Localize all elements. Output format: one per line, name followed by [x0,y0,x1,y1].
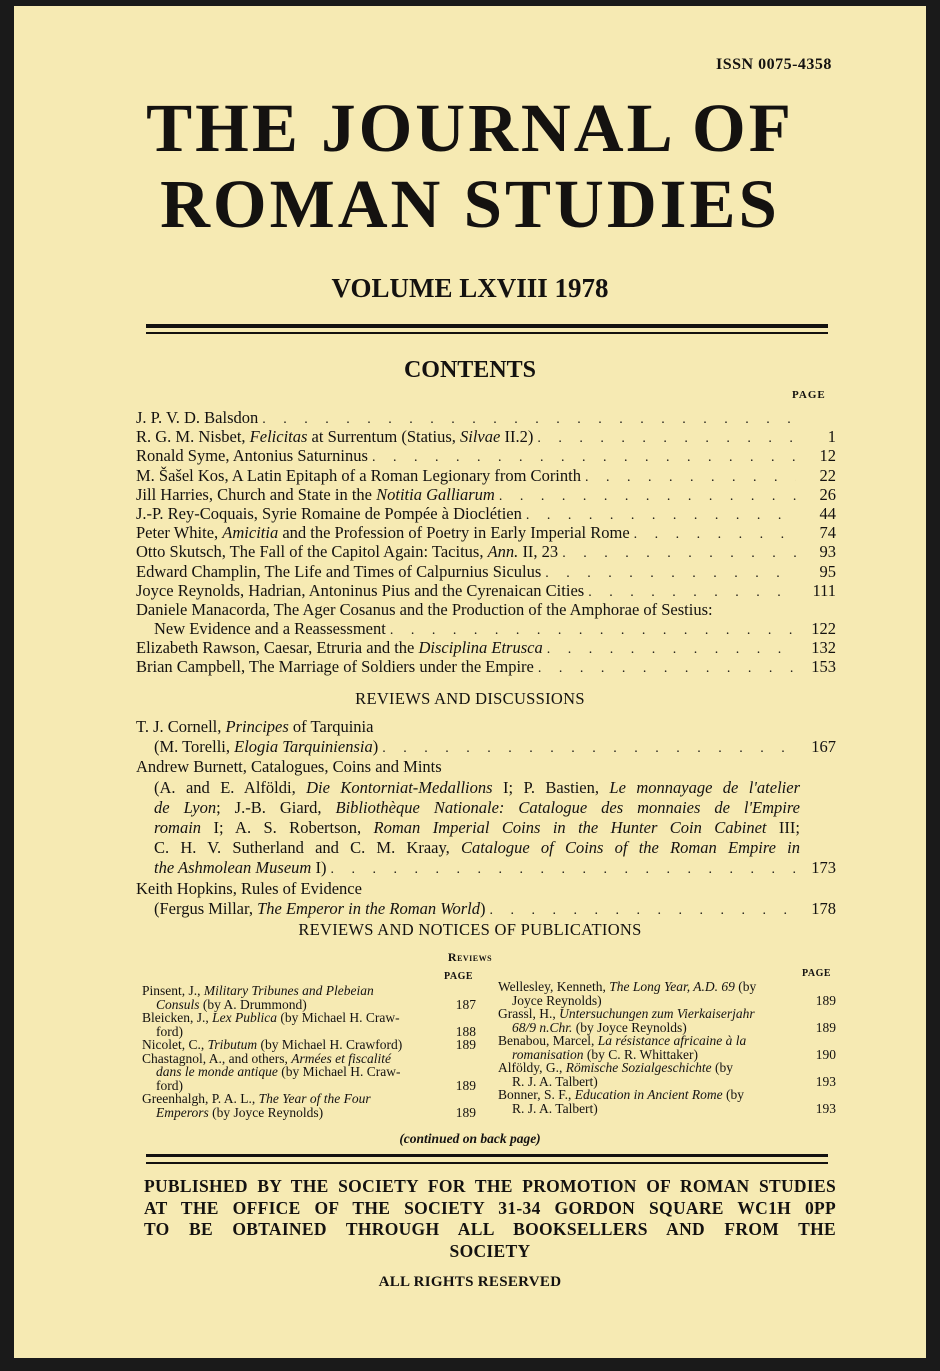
leader-dots [538,661,796,677]
leader-dots [489,903,796,919]
right-page-header: PAGE [802,968,832,979]
page-number: 189 [815,1019,836,1035]
text-segment: Nicolet, C., [142,1037,208,1052]
review-line [142,1106,476,1120]
text-segment: Grassl, H., [498,1006,560,1021]
leader-dots [545,566,796,582]
entry-title [136,427,533,447]
title-italic: Amicitia [222,523,279,543]
review-line [142,1079,476,1093]
text-segment: (by Michael H. Craw- [277,1064,401,1079]
text-segment: Alföldy, G., [498,1060,566,1075]
title-italic: Catalogue of Coins of the Roman Empire in [460,838,801,858]
text-segment: (by A. Drummond) [199,996,307,1012]
text-segment: ford) [156,1077,183,1093]
review-entry [498,1034,836,1061]
title-italic: Notitia Galliarum [376,484,495,504]
review-line [142,1065,476,1079]
reviews-discussions-heading: REVIEWS AND DISCUSSIONS [355,689,585,708]
page-number: 167 [811,737,836,757]
title-italic: Römische Sozialgeschichte [565,1060,712,1075]
review-line [498,1102,836,1116]
review-entry [498,1007,836,1034]
page-number: 26 [819,484,836,504]
publisher-statement [144,1176,836,1262]
discussion-citation-block [136,778,800,859]
entry-title [136,485,495,505]
text-segment: (by [734,979,757,994]
title-italic: Lex Publica [212,1010,277,1025]
rights-statement: ALL RIGHTS RESERVED [378,1274,562,1290]
title-italic: The Long Year, A.D. 69 [609,979,735,994]
review-line [498,1034,836,1048]
text-segment: Joyce Reynolds, Hadrian, Antoninus Pius and the Cyrenaican Cities [136,580,585,600]
continued-note: (continued on back page) [399,1131,541,1146]
text-segment: Jill Harries, Church and State in the [136,484,377,504]
entry-title [136,879,362,899]
title-italic: Elogia Tarquiniensia [234,737,373,757]
citation-line [154,798,800,818]
entry-title [136,638,543,658]
leader-dots [372,450,796,466]
text-segment: II.2) [500,427,534,447]
title-italic: Consuls [156,996,200,1012]
text-segment: (M. Torelli, [154,737,235,757]
text-segment: Edward Champlin, The Life and Times of Calpurnius Siculus [136,561,542,581]
discussions-list [136,717,836,919]
page-number: 173 [811,858,836,878]
publisher-line: PUBLISHED BY THE SOCIETY FOR THE PROMOTION OF ROMAN STUDIES [144,1176,836,1196]
review-entry [142,1052,476,1093]
text-segment: New Evidence and a Reassessment [154,619,386,639]
review-line [498,1021,836,1035]
review-line [498,1007,836,1021]
leader-dots [588,585,796,601]
text-segment: (Fergus Millar, [154,898,258,918]
text-segment: (by Michael H. Craw- [276,1010,400,1025]
text-segment: Benabou, Marcel, [498,1033,598,1048]
entry-title [136,899,485,919]
page-number: 189 [455,1037,476,1052]
text-segment: C. H. V. Sutherland and C. M. Kraay, [154,838,461,858]
review-line [498,1075,836,1089]
discussion-entry [136,899,836,919]
text-segment: II, 23 [518,542,559,562]
page-number: 1 [827,427,836,447]
text-segment: R. G. M. Nisbet, [136,427,250,447]
reviews-subheading: Reviews [447,950,493,964]
title-italic: Felicitas [249,427,308,447]
entry-title [136,619,386,639]
text-segment: at Surrentum (Statius, [307,427,461,447]
text-segment: Greenhalgh, P. A. L., [142,1091,259,1106]
text-segment: (by [711,1060,733,1075]
page-number: 189 [455,1077,476,1093]
discussion-entry [136,717,836,737]
page-number: 187 [455,996,476,1012]
page-number: 189 [815,992,836,1008]
text-segment: Elizabeth Rawson, Caesar, Etruria and the [136,638,419,658]
entry-title [136,562,541,582]
page-number: 193 [815,1073,836,1089]
title-italic: Tributum [207,1037,258,1052]
entry-title [136,523,630,543]
top-rule-thick [146,324,828,328]
title-italic: Roman Imperial Coins in the Hunter Coin Cabinet [373,817,767,837]
review-entry [142,1011,476,1038]
page-number: 95 [819,561,836,581]
page-number: 74 [819,523,836,543]
entry-title [136,542,558,562]
title-italic: de Lyon [154,797,217,817]
page-number: 189 [455,1104,476,1120]
issn-number: ISSN 0075-4358 [716,56,832,73]
review-entry [498,1061,836,1088]
discussion-entry [136,879,836,899]
review-line [142,1092,476,1106]
text-segment: Chastagnol, A., and others, [142,1050,292,1066]
review-line [142,1052,476,1066]
citation-line [154,818,800,838]
leader-dots [547,642,796,658]
text-segment: J. P. V. D. Balsdon [136,408,259,427]
text-segment: Ronald Syme, Antonius Saturninus [136,446,368,466]
review-line [142,1011,476,1025]
article-entry [136,446,836,465]
page-number: 12 [819,446,836,466]
review-line [142,998,476,1012]
entry-title [136,408,258,428]
leader-dots [382,741,796,757]
entry-title [136,737,378,757]
page-number: 153 [811,657,836,677]
text-segment: Andrew Burnett, Catalogues, Coins and Mints [136,757,442,777]
leader-dots [330,862,796,878]
article-entry [136,600,836,619]
title-italic: Emperors [156,1104,209,1120]
entry-title [136,466,581,486]
text-segment: Bleicken, J., [142,1010,213,1025]
page-number: 22 [819,465,836,485]
entry-title [136,600,713,620]
text-segment: (by C. R. Whittaker) [583,1046,698,1062]
entry-title [136,717,373,737]
page-number: 44 [819,503,836,523]
text-segment: Joyce Reynolds) [512,992,602,1008]
leader-dots [585,470,796,486]
text-segment: III; [766,817,801,837]
text-segment: T. J. Cornell, [136,717,226,736]
review-line [498,1088,836,1102]
entry-title [136,504,522,524]
review-line [498,980,836,994]
page-number: 93 [819,542,836,562]
title-italic: Le monnayage de l'atelier [609,777,800,797]
article-entry [136,562,836,581]
article-entry [136,657,836,676]
discussion-entry [136,737,836,757]
page-column-header: PAGE [792,389,826,401]
page-number: 193 [815,1100,836,1116]
title-italic: La résistance africaine à la [597,1033,747,1048]
text-segment: (by Joyce Reynolds) [572,1019,687,1035]
review-line [498,994,836,1008]
entry-title [136,657,534,677]
text-segment: ; J.-B. Giard, [216,797,336,817]
page-number: 132 [811,638,836,658]
text-segment: Bonner, S. F., [498,1087,575,1102]
citation-line [154,838,800,858]
publisher-line: AT THE OFFICE OF THE SOCIETY 31-34 GORDON SQUARE WC1H 0PP [144,1197,836,1218]
review-line [498,1048,836,1062]
review-entry [142,1092,476,1119]
article-entry [136,427,836,446]
review-entry [142,984,476,1011]
title-italic: romanisation [512,1046,584,1062]
bottom-rule-thin [146,1162,828,1164]
leader-dots [262,412,796,428]
review-line [498,1061,836,1075]
article-entry [136,619,836,638]
text-segment: (by Michael H. Crawford) [257,1037,403,1052]
text-segment: I) [311,858,327,878]
text-segment: ford) [156,1023,183,1039]
volume-label: VOLUME LXVIII 1978 [331,273,609,303]
publisher-line: TO BE OBTAINED THROUGH ALL BOOKSELLERS AND FROM THE [144,1219,836,1239]
review-entry [498,1088,836,1115]
entry-title [136,858,326,878]
text-segment: (A. and E. Alföldi, [154,777,307,797]
title-italic: Disciplina Etrusca [418,638,543,658]
discussion-entry [136,757,836,777]
text-segment: (by [722,1087,744,1102]
text-segment: ) [372,737,379,757]
text-segment: Wellesley, Kenneth, [498,979,610,994]
text-segment: I; P. Bastien, [492,777,610,797]
text-segment: (by Joyce Reynolds) [208,1104,324,1120]
page-number: 111 [812,580,836,600]
text-segment: Otto Skutsch, The Fall of the Capitol Again: Tacitus, [136,542,488,562]
title-italic: The Year of the Four [258,1091,371,1106]
title-italic: romain [154,817,202,837]
leader-dots [390,623,796,639]
page-number: 190 [815,1046,836,1062]
text-segment: Daniele Manacorda, The Ager Cosanus and the Production of the Amphorae of Sestius: [136,599,713,619]
title-italic: 68/9 n.Chr. [512,1019,573,1035]
entry-title [136,757,442,777]
page-number: 178 [811,898,836,918]
left-page-header: PAGE [444,971,474,982]
text-segment: of Tarquinia [288,717,374,736]
text-segment: Pinsent, J., [142,983,204,998]
text-segment: I; A. S. Robertson, [201,817,374,837]
bottom-rule-thick [146,1154,828,1157]
article-entry [136,408,836,427]
entry-title [136,446,368,466]
title-italic: The Emperor in the Roman World [257,898,480,918]
discussion-entry [136,858,836,878]
left-reviews-column [142,984,476,1119]
right-reviews-column [498,980,836,1115]
page-number: 122 [811,619,836,639]
journal-cover [14,6,926,1358]
article-entry [136,504,836,523]
text-segment: M. Šašel Kos, A Latin Epitaph of a Roman Legionary from Corinth [136,465,581,485]
title-italic: the Ashmolean Museum [154,858,312,878]
review-line [142,1038,476,1052]
article-entry [136,542,836,561]
text-segment: Brian Campbell, The Marriage of Soldiers under the Empire [136,657,534,677]
article-entry [136,581,836,600]
article-entry [136,523,836,542]
citation-line [154,778,800,798]
title-italic: Education in Ancient Rome [574,1087,723,1102]
leader-dots [634,527,796,543]
top-rule-thin [146,332,828,334]
title-italic: dans le monde antique [156,1064,278,1079]
title-italic: Silvae [460,427,501,447]
text-segment: R. J. A. Talbert) [512,1073,598,1089]
leader-dots [562,546,796,562]
article-entry [136,466,836,485]
article-entry [136,638,836,657]
text-segment: J.-P. Rey-Coquais, Syrie Romaine de Pompée à Dioclétien [136,503,522,523]
review-line [142,984,476,998]
text-segment: ) [479,898,486,918]
title-italic: Ann. [487,542,519,562]
notices-heading: REVIEWS AND NOTICES OF PUBLICATIONS [298,920,642,939]
title-italic: Untersuchungen zum Vierkaiserjahr [559,1006,755,1021]
title-italic: Armées et fiscalité [291,1050,391,1066]
entry-title [136,581,584,601]
title-italic: Principes [225,717,289,736]
review-entry [498,980,836,1007]
leader-dots [499,489,796,505]
article-entry [136,485,836,504]
text-segment: R. J. A. Talbert) [512,1100,598,1116]
publisher-line: SOCIETY [449,1240,531,1261]
title-italic: Die Kontorniat-Medallions [306,777,493,797]
review-line [142,1025,476,1039]
leader-dots [526,508,796,524]
title-italic: Military Tribunes and Plebeian [203,983,374,998]
review-entry [142,1038,476,1052]
journal-title-line-1: THE JOURNAL OF [146,90,794,166]
text-segment: Peter White, [136,523,223,543]
leader-dots [537,431,796,447]
page-number: 188 [455,1023,476,1039]
text-segment: and the Profession of Poetry in Early Imperial Rome [278,523,630,543]
articles-list [136,408,836,677]
contents-heading: CONTENTS [403,357,537,383]
title-italic: Bibliothèque Nationale: Catalogue des monnaies de l'Empire [335,797,800,817]
journal-title-line-2: ROMAN STUDIES [160,166,780,242]
text-segment: Keith Hopkins, Rules of Evidence [136,878,362,898]
